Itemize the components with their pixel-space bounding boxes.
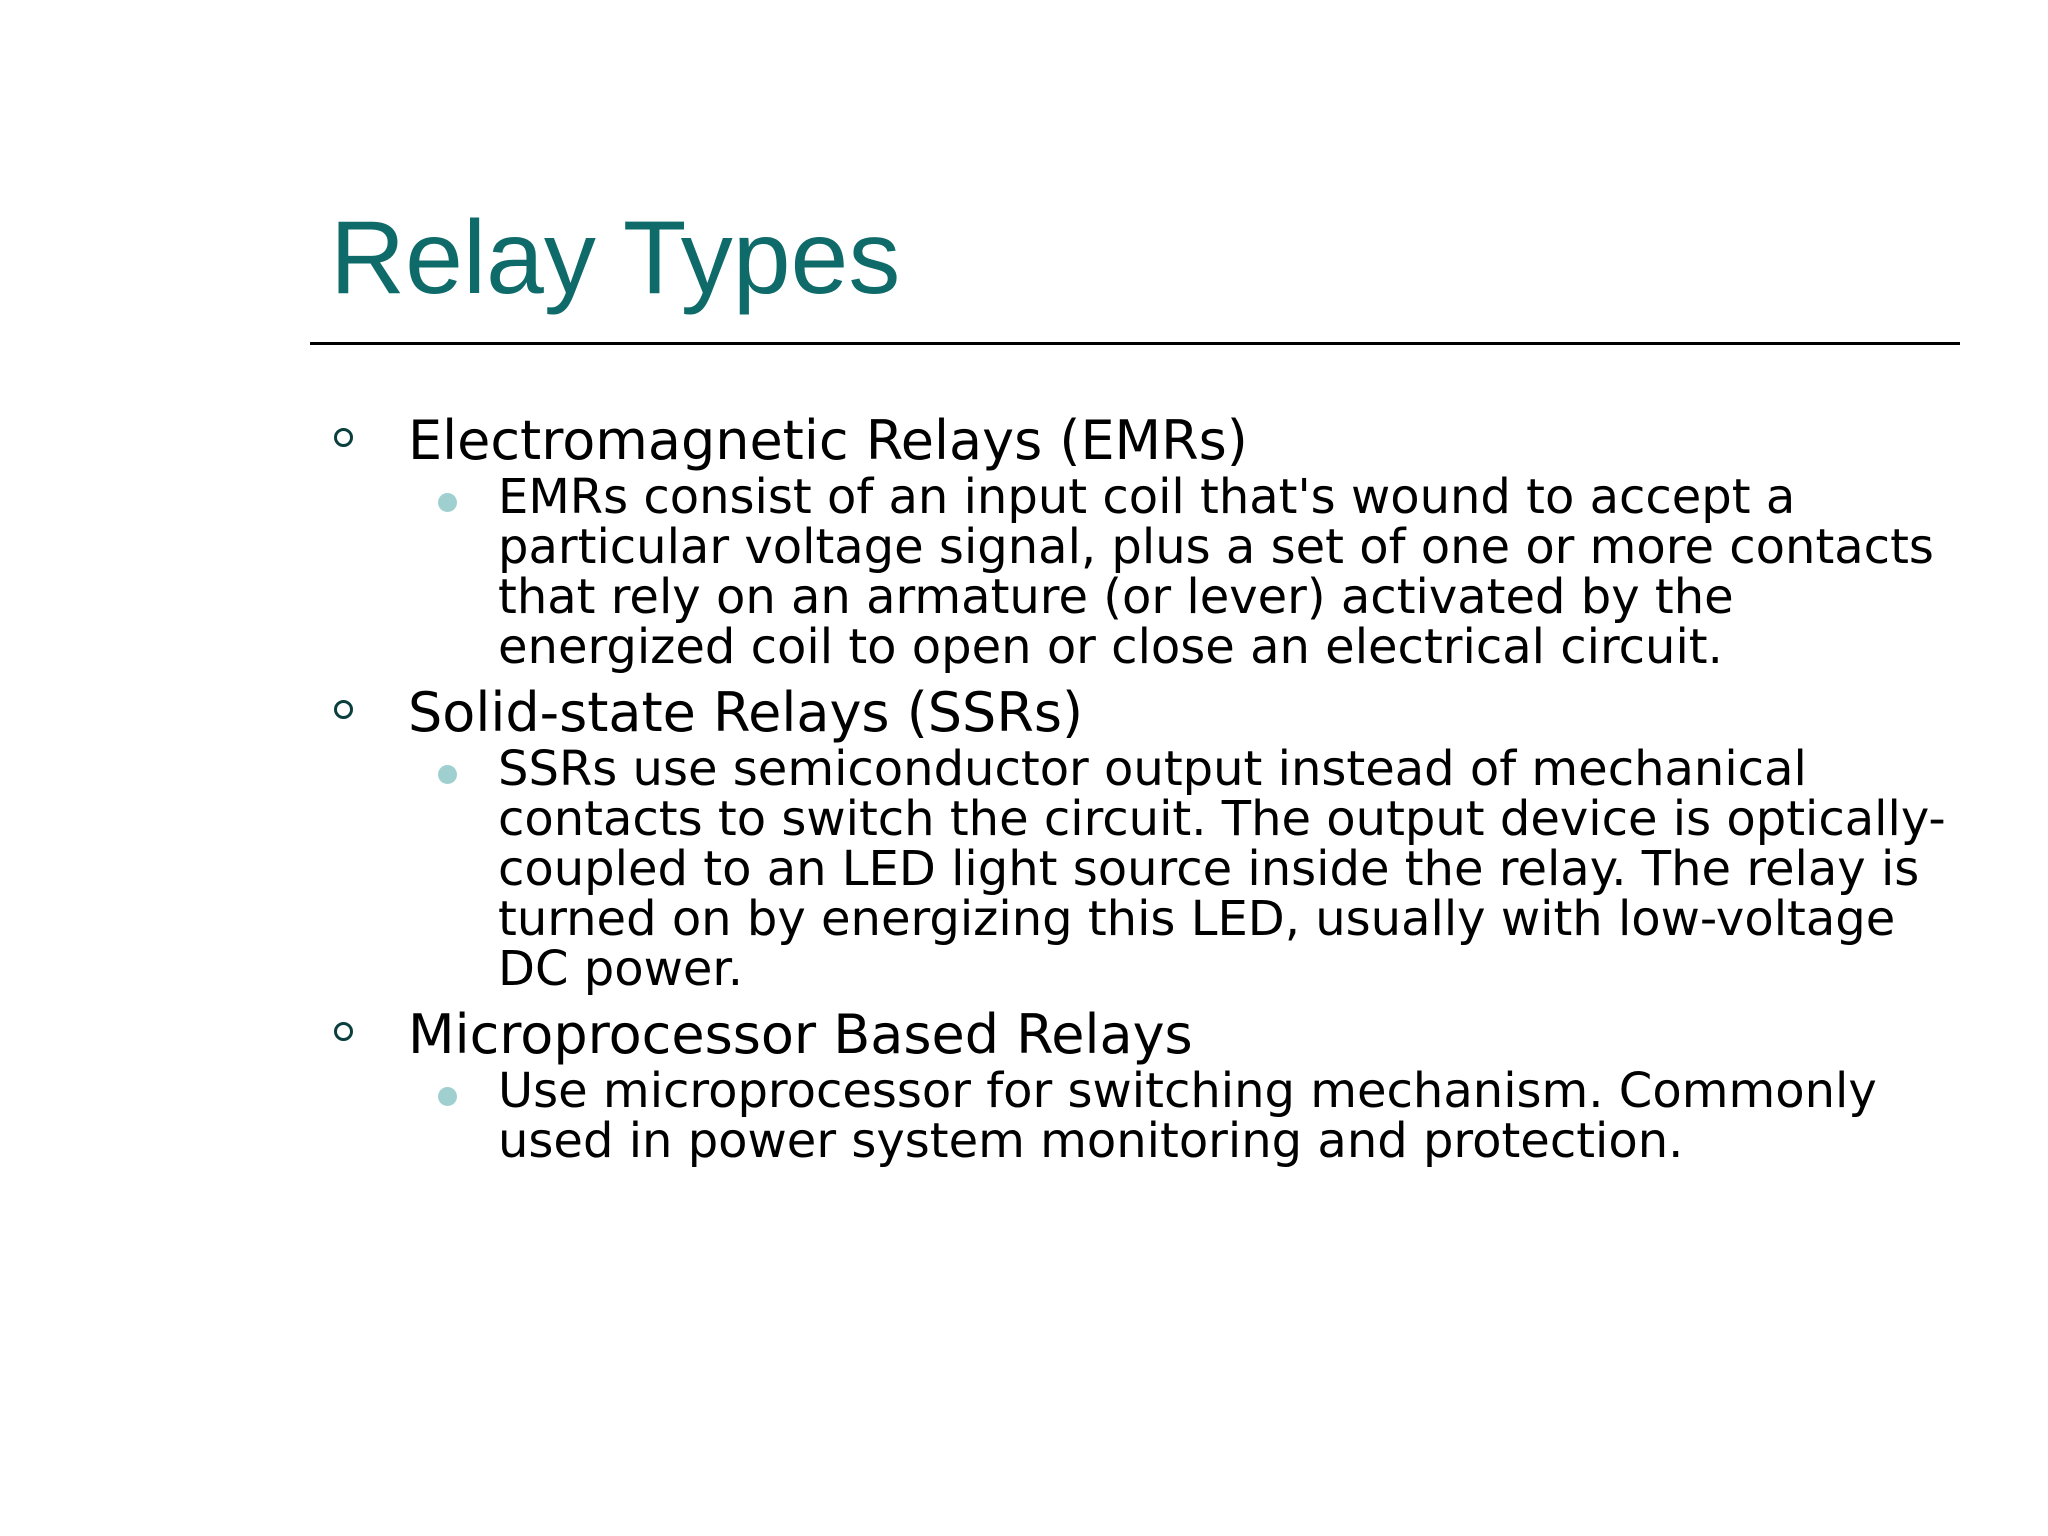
dot-bullet-icon [438, 493, 457, 512]
sub-bullet-ssr [498, 741, 1948, 997]
sub-bullet-emr [498, 469, 1948, 675]
sub-bullet-text: EMRs consist of an input coil that's wound to accept a particular voltage signal, plus a set of one or more contacts that rely on an armature (or lever) activated by the energized coil to open or close an electrical circuit. [498, 469, 1934, 675]
sub-bullet-microprocessor [498, 1063, 1948, 1169]
hollow-circle-bullet-icon [334, 1022, 353, 1041]
bullet-emr [330, 410, 1970, 472]
bullet-heading: Solid-state Relays (SSRs) [408, 681, 1084, 744]
dot-bullet-icon [438, 1087, 457, 1106]
sub-bullet-text: SSRs use semiconductor output instead of mechanical contacts to switch the circuit. The output device is optically-coupled to an LED light source inside the relay. The relay is turned on by energizing this LED, usually with low-voltage DC power. [498, 741, 1946, 997]
sub-bullet-text: Use microprocessor for switching mechanism. Commonly used in power system monitoring and protection. [498, 1063, 1877, 1169]
slide-title: Relay Types [330, 200, 901, 316]
bullet-ssr [330, 682, 1970, 744]
bullet-heading: Electromagnetic Relays (EMRs) [408, 409, 1248, 472]
hollow-circle-bullet-icon [334, 700, 353, 719]
bullet-list [330, 410, 1970, 1176]
bullet-heading: Microprocessor Based Relays [408, 1003, 1193, 1066]
bullet-microprocessor [330, 1004, 1970, 1066]
hollow-circle-bullet-icon [334, 428, 353, 447]
title-divider [310, 342, 1960, 345]
dot-bullet-icon [438, 765, 457, 784]
